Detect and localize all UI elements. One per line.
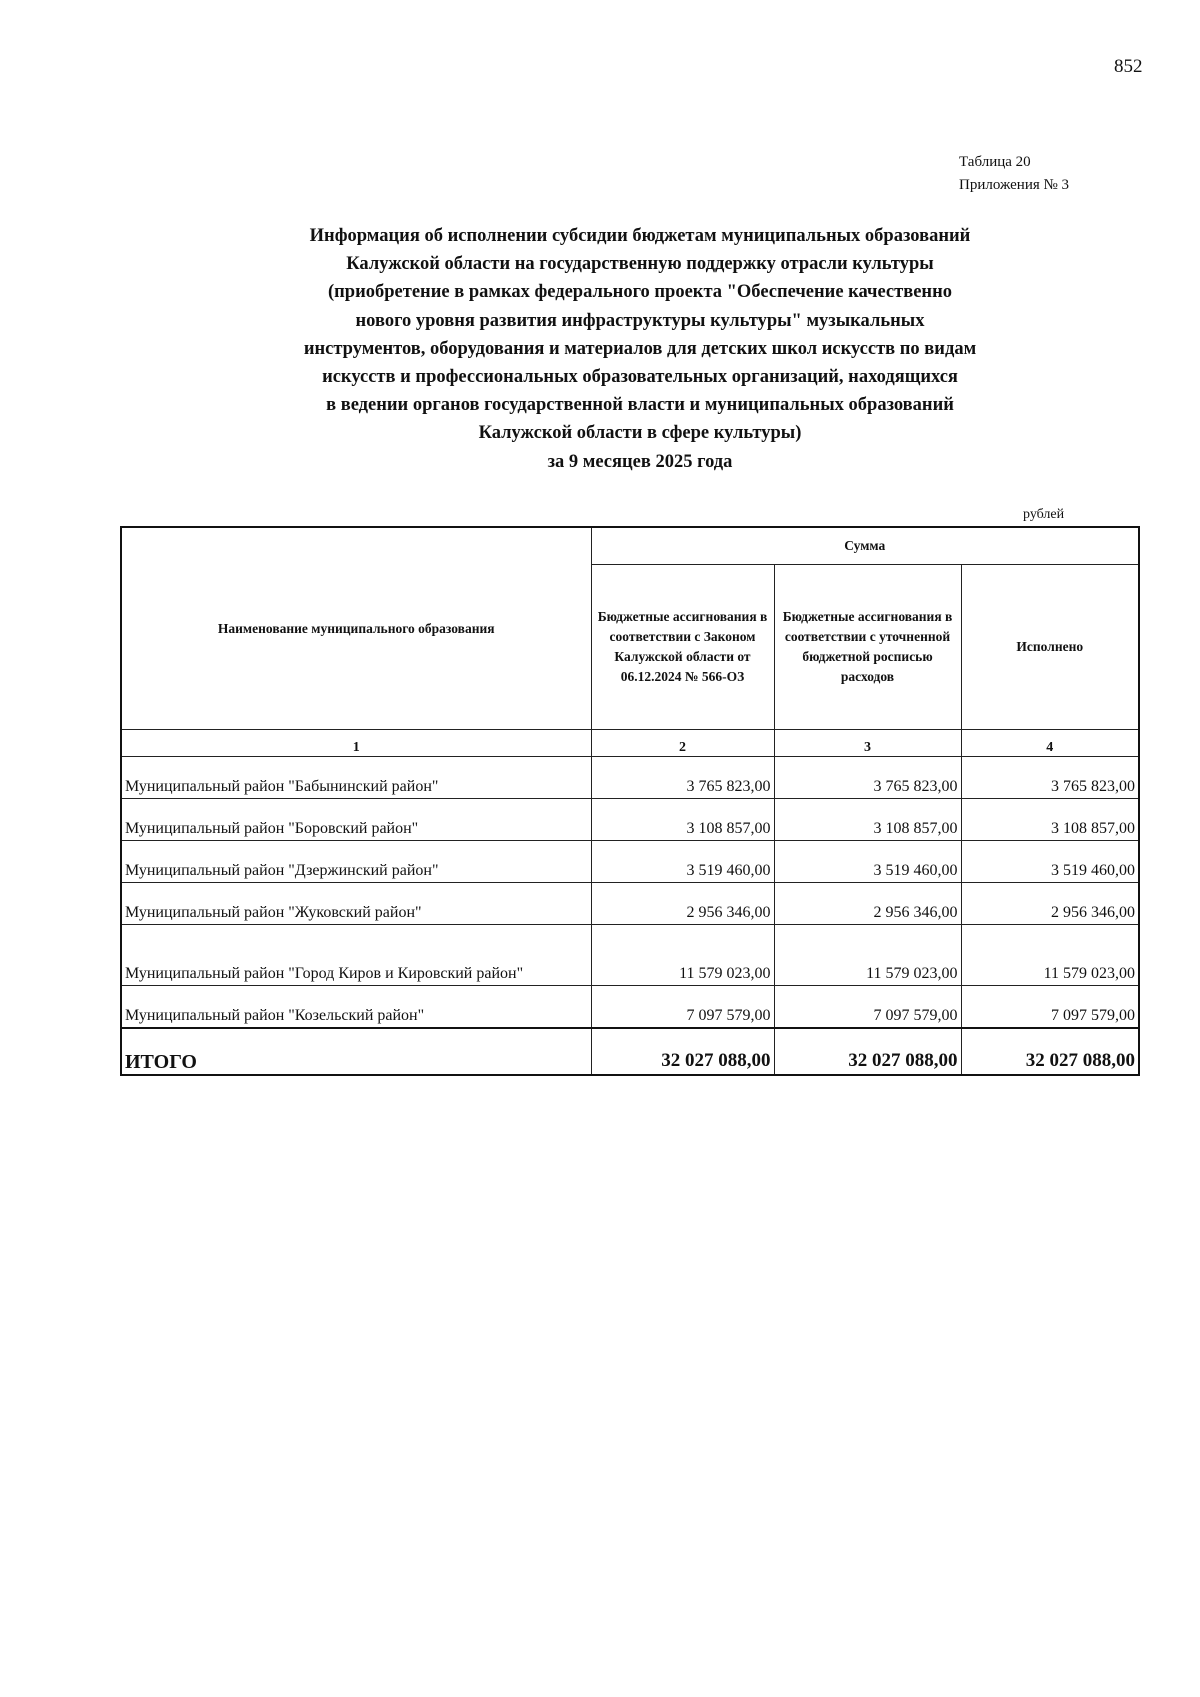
table-row (121, 841, 1139, 883)
title-line: в ведении органов государственной власти и муниципальных образований (326, 395, 954, 416)
table-row (121, 883, 1139, 925)
title-line: нового уровня развития инфраструктуры культуры" музыкальных (355, 310, 925, 331)
subsidy-table (120, 526, 1140, 1076)
municipality-name: Муниципальный район "Дзержинский район" (121, 841, 591, 883)
refined-allocation-value: 2 956 346,00 (774, 883, 961, 925)
header-municipality-name: Наименование муниципального образования (121, 527, 591, 730)
table-row (121, 925, 1139, 986)
executed-value: 3 519 460,00 (961, 841, 1139, 883)
title-line: (приобретение в рамках федерального проекта "Обеспечение качественно (327, 282, 952, 303)
total-executed: 32 027 088,00 (961, 1028, 1139, 1075)
law-allocation-value: 3 519 460,00 (591, 841, 774, 883)
header-law-allocations: Бюджетные ассигнования в соответствии с Законом Калужской области от 06.12.2024 № 566-ОЗ (591, 565, 774, 730)
title-line: за 9 месяцев 2025 года (547, 451, 733, 472)
column-number: 2 (591, 730, 774, 757)
total-row (121, 1028, 1139, 1075)
total-label: ИТОГО (121, 1028, 591, 1075)
executed-value: 2 956 346,00 (961, 883, 1139, 925)
municipality-name: Муниципальный район "Боровский район" (121, 799, 591, 841)
refined-allocation-value: 7 097 579,00 (774, 986, 961, 1029)
document-title (160, 222, 1120, 476)
municipality-name: Муниципальный район "Город Киров и Кировский район" (121, 925, 591, 986)
refined-allocation-value: 3 519 460,00 (774, 841, 961, 883)
column-number: 4 (961, 730, 1139, 757)
refined-allocation-value: 3 108 857,00 (774, 799, 961, 841)
header-executed: Исполнено (961, 565, 1139, 730)
total-law-allocation: 32 027 088,00 (591, 1028, 774, 1075)
municipality-name: Муниципальный район "Жуковский район" (121, 883, 591, 925)
executed-value: 3 765 823,00 (961, 757, 1139, 799)
refined-allocation-value: 3 765 823,00 (774, 757, 961, 799)
law-allocation-value: 3 765 823,00 (591, 757, 774, 799)
municipality-name: Муниципальный район "Бабынинский район" (121, 757, 591, 799)
table-row (121, 986, 1139, 1029)
title-line: инструментов, оборудования и материалов для детских школ искусств по видам (303, 338, 977, 359)
header-sum: Сумма (591, 527, 1139, 565)
executed-value: 11 579 023,00 (961, 925, 1139, 986)
total-refined-allocation: 32 027 088,00 (774, 1028, 961, 1075)
title-line: Информация об исполнении субсидии бюджетам муниципальных образований (309, 226, 971, 246)
law-allocation-value: 2 956 346,00 (591, 883, 774, 925)
table-row (121, 799, 1139, 841)
page-number: 852 (1114, 56, 1143, 77)
law-allocation-value: 3 108 857,00 (591, 799, 774, 841)
title-line: Калужской области в сфере культуры) (478, 423, 802, 444)
executed-value: 7 097 579,00 (961, 986, 1139, 1029)
table-header-row (121, 527, 1139, 565)
column-number: 3 (774, 730, 961, 757)
title-line: Калужской области на государственную поддержку отрасли культуры (346, 254, 934, 275)
header-refined-allocations: Бюджетные ассигнования в соответствии с уточненной бюджетной росписью расходов (774, 565, 961, 730)
units-label: рублей (1023, 507, 1065, 522)
refined-allocation-value: 11 579 023,00 (774, 925, 961, 986)
table-number: Таблица 20 (959, 154, 1031, 170)
law-allocation-value: 11 579 023,00 (591, 925, 774, 986)
column-number-row (121, 730, 1139, 757)
law-allocation-value: 7 097 579,00 (591, 986, 774, 1029)
appendix-number: Приложения № 3 (959, 177, 1070, 193)
table-row (121, 757, 1139, 799)
executed-value: 3 108 857,00 (961, 799, 1139, 841)
title-line: искусств и профессиональных образовательных организаций, находящихся (322, 367, 958, 388)
municipality-name: Муниципальный район "Козельский район" (121, 986, 591, 1029)
column-number: 1 (121, 730, 591, 757)
table-reference (959, 151, 1069, 197)
